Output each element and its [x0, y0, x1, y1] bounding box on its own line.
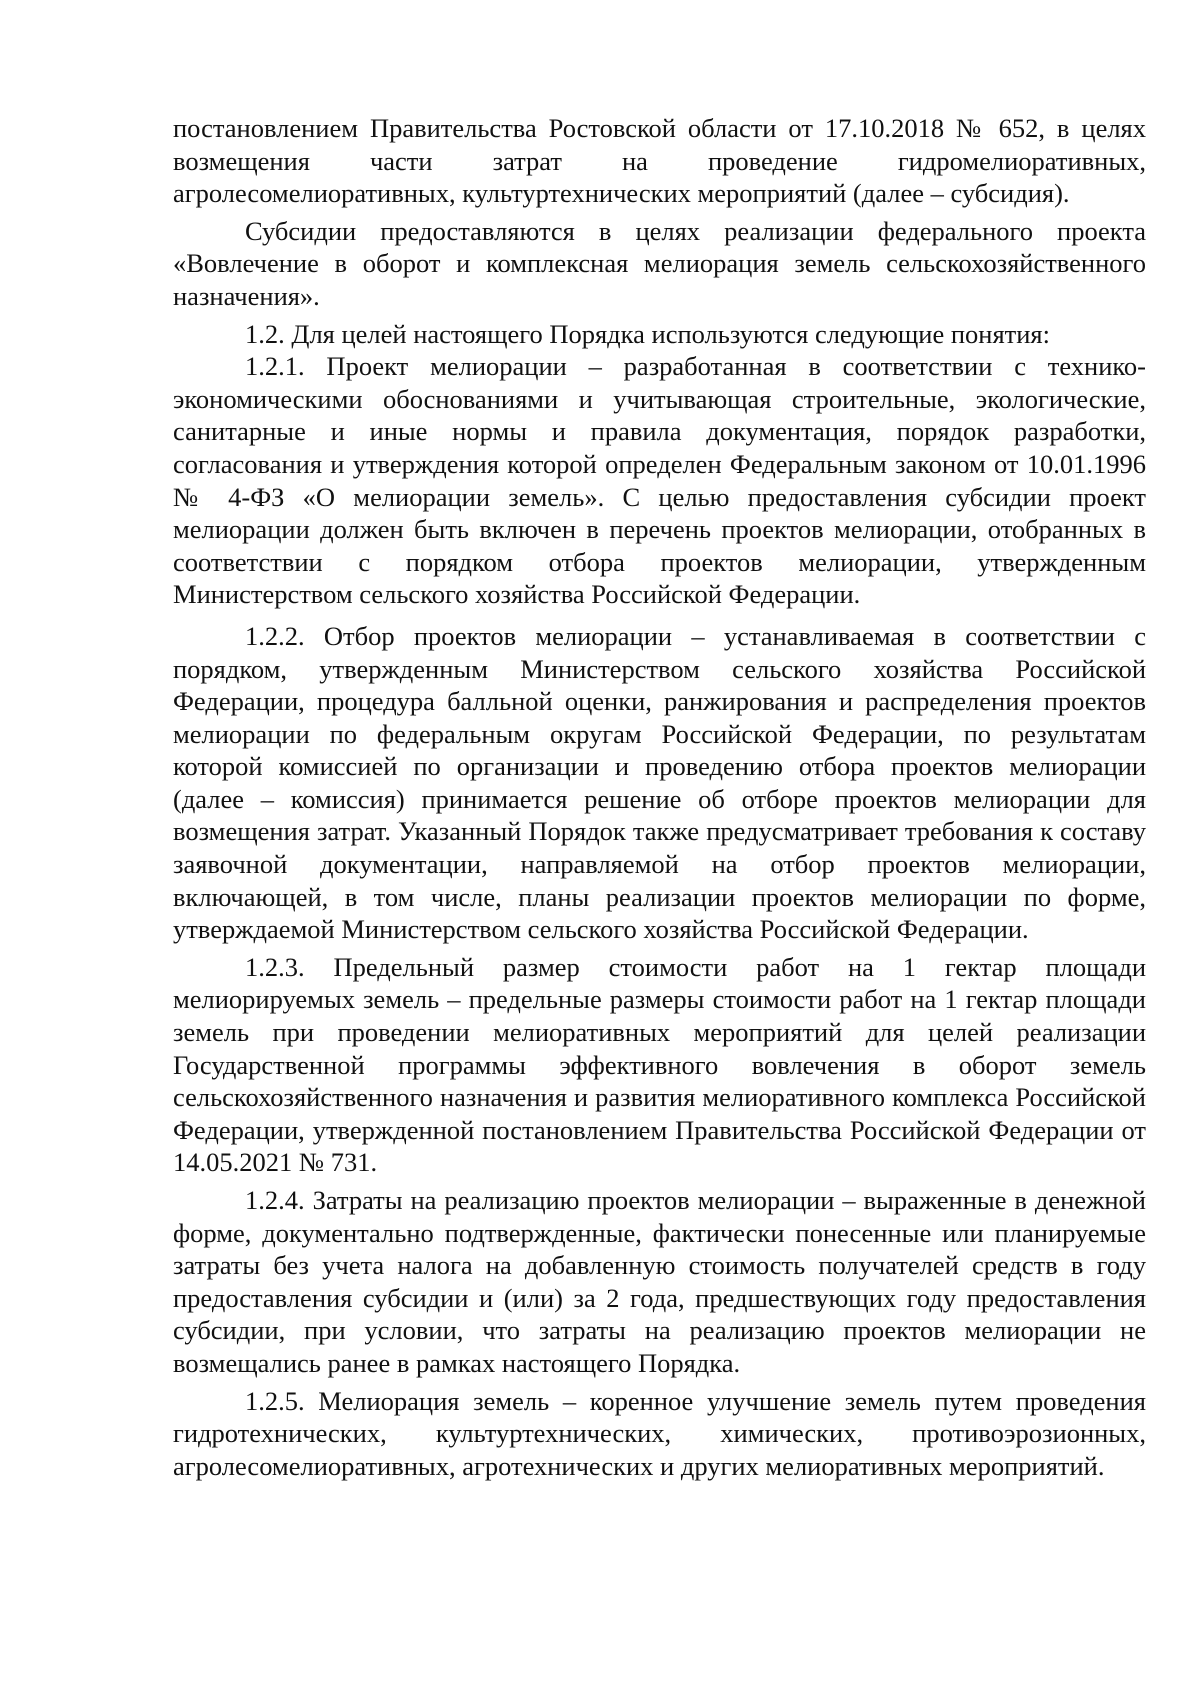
paragraph-1-2-4: 1.2.4. Затраты на реализацию проектов мелиорации – выраженные в денежной форме, документально подтвержденные, фактически понесенные или планируемые затраты без учета налога на добавленную стоимость получателей средств в году предоставления субсидии и (или) за 2 года, предшествующих году предоставления субсидии, при условии, что затраты на реализацию проектов мелиорации не возмещались ранее в рамках настоящего Порядка. — [173, 1185, 1146, 1378]
paragraph-1-2: 1.2. Для целей настоящего Порядка используются следующие понятия: — [245, 318, 1050, 349]
paragraph-1-2-2: 1.2.2. Отбор проектов мелиорации – устанавливаемая в соответствии с порядком, утвержденным Министерством сельского хозяйства Российской Федерации, процедура балльной оценки, ранжирования и распределения проектов мелиорации по федеральным округам Российской Федерации, по результатам которой комиссией по организации и проведению отбора проектов мелиорации (далее – комиссия) принимается решение об отборе проектов мелиорации для возмещения затрат. Указанный Порядок также предусматривает требования к составу заявочной документации, направляемой на отбор проектов мелиорации, включающей, в том числе, планы реализации проектов мелиорации по форме, утверждаемой Министерством сельского хозяйства Российской Федерации. — [173, 620, 1146, 945]
paragraph-1-2-3: 1.2.3. Предельный размер стоимости работ на 1 гектар площади мелиорируемых земель – предельные размеры стоимости работ на 1 гектар площади земель при проведении мелиоративных мероприятий для целей реализации Государственной программы эффективного вовлечения в оборот земель сельскохозяйственного назначения и развития мелиоративного комплекса Российской Федерации, утвержденной постановлением Правительства Российской Федерации от 14.05.2021 № 731. — [173, 951, 1146, 1178]
document-page — [173, 112, 1146, 1482]
paragraph-1-2-1: 1.2.1. Проект мелиорации – разработанная в соответствии с технико-экономическими обоснованиями и учитывающая строительные, экологические, санитарные и иные нормы и правила документация, порядок разработки, согласования и утверждения которой определен Федеральным законом от 10.01.1996 № 4-ФЗ «О мелиорации земель». С целью предоставления субсидии проект мелиорации должен быть включен в перечень проектов мелиорации, отобранных в соответствии с порядком отбора проектов мелиорации, утвержденным Министерством сельского хозяйства Российской Федерации. — [173, 351, 1146, 610]
paragraph-purpose: Субсидии предоставляются в целях реализации федерального проекта «Вовлечение в оборот и комплексная мелиорация земель сельскохозяйственного назначения». — [173, 215, 1146, 311]
paragraph-intro: постановлением Правительства Ростовской области от 17.10.2018 № 652, в целях возмещения части затрат на проведение гидромелиоративных, агролесомелиоративных, культуртехнических мероприятий (далее – субсидия). — [173, 113, 1146, 209]
paragraph-1-2-5: 1.2.5. Мелиорация земель – коренное улучшение земель путем проведения гидротехнических, культуртехнических, химических, противоэрозионных, агролесомелиоративных, агротехнических и других мелиоративных мероприятий. — [173, 1385, 1146, 1481]
